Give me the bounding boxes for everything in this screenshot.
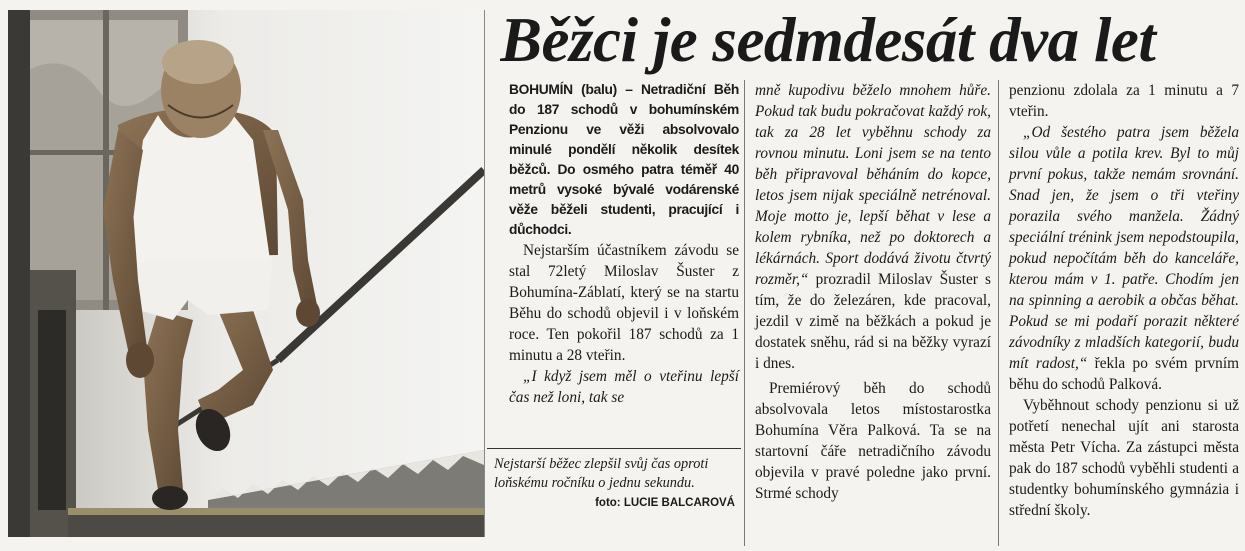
paragraph: penzionu zdolala za 1 minutu a 7 vteřin. [1009,82,1239,120]
paragraph: Vyběhnout schody penzionu si už potřetí nenechal ujít ani starosta města Petr Vícha. Za zástupci města pak do 187 schodů vyběhli studenti a studentky bohumínského gymnázia i střední školy. [1009,397,1239,519]
article-column-1 [509,80,739,408]
caption-text: Nejstarší běžec zlepšil svůj čas oproti loňskému ročníku o jednu sekundu. [494,456,709,491]
article-column-3 [1009,80,1239,521]
photo-credit: foto: LUCIE BALCAROVÁ [595,497,735,509]
quote-text: mně kupodivu běželo mnohem hůře. Pokud tak budu pokračovat každý rok, tak za 28 let vyběhnu schody za rovnou minutu. Loni jsem se na tento běh připravoval běháním do kopce, letos jsem nijak speciálně netrénoval. Moje motto je, lepší běhat v lese a kolem rybníka, než po doktorech a lékárnách. Sport dodává životu čtvrtý rozměr,“ [755,82,991,288]
quote-paragraph: „I když jsem měl o vteřinu lepší čas než loni, tak se [509,368,739,406]
lead-paragraph: BOHUMÍN (balu) – Netradiční Běh do 187 schodů v bohumínském Penzionu ve věži absolvovalo minulé pondělí několik desítek běžců. Do osmého patra téměř 40 metrů vysoké bývalé vodárenské věže běželi studenti, pracující i důchodci. [509,82,739,237]
paragraph: Premiérový běh do schodů absolvovala letos místostarostka Bohumína Věra Palková. Ta se na startovní čáře netradičního závodu objevila v pravé poledne jako první. Strmé schody [755,380,991,502]
paragraph-text: řekla po svém prvním běhu do schodů Palková. [1009,355,1239,393]
news-photo [8,10,485,537]
headline: Běžci je sedmdesát dva let [500,5,1156,75]
paragraph: Nejstarším účastníkem závodu se stal 72letý Miloslav Šuster z Bohumína-Záblatí, který se na startu Běhu do schodů objevil i v loňském roce. Ten pokořil 187 schodů za 1 minutu a 28 vteřin. [509,242,739,364]
column-divider [744,80,745,546]
photo-caption [487,448,741,538]
paragraph-text: prozradil Miloslav Šuster s tím, že do železáren, kde pracoval, jezdil v zimě na běžkách a pokud je dostatek sněhu, rád si na běžky vyrazí i dnes. [755,271,991,372]
column-divider [998,80,999,546]
quote-text: „Od šestého patra jsem běžela silou vůle a potila krev. Byl to můj první pokus, takže nemám srovnání. Snad jen, že jsem o tři vteřiny porazila svého manžela. Žádný speciální trénink jsem nepodstoupila, pokud nepočítám běh do kanceláře, kterou mám v 1. patře. Chodím jen na spinning a aerobik a občas běhat. Pokud se mi podaří porazit některé závodníky z mladších kategorií, budu mít radost,“ [1009,124,1239,372]
photo-runner-on-stairs [8,10,484,537]
article-column-2 [755,80,991,504]
paragraph [755,80,991,374]
